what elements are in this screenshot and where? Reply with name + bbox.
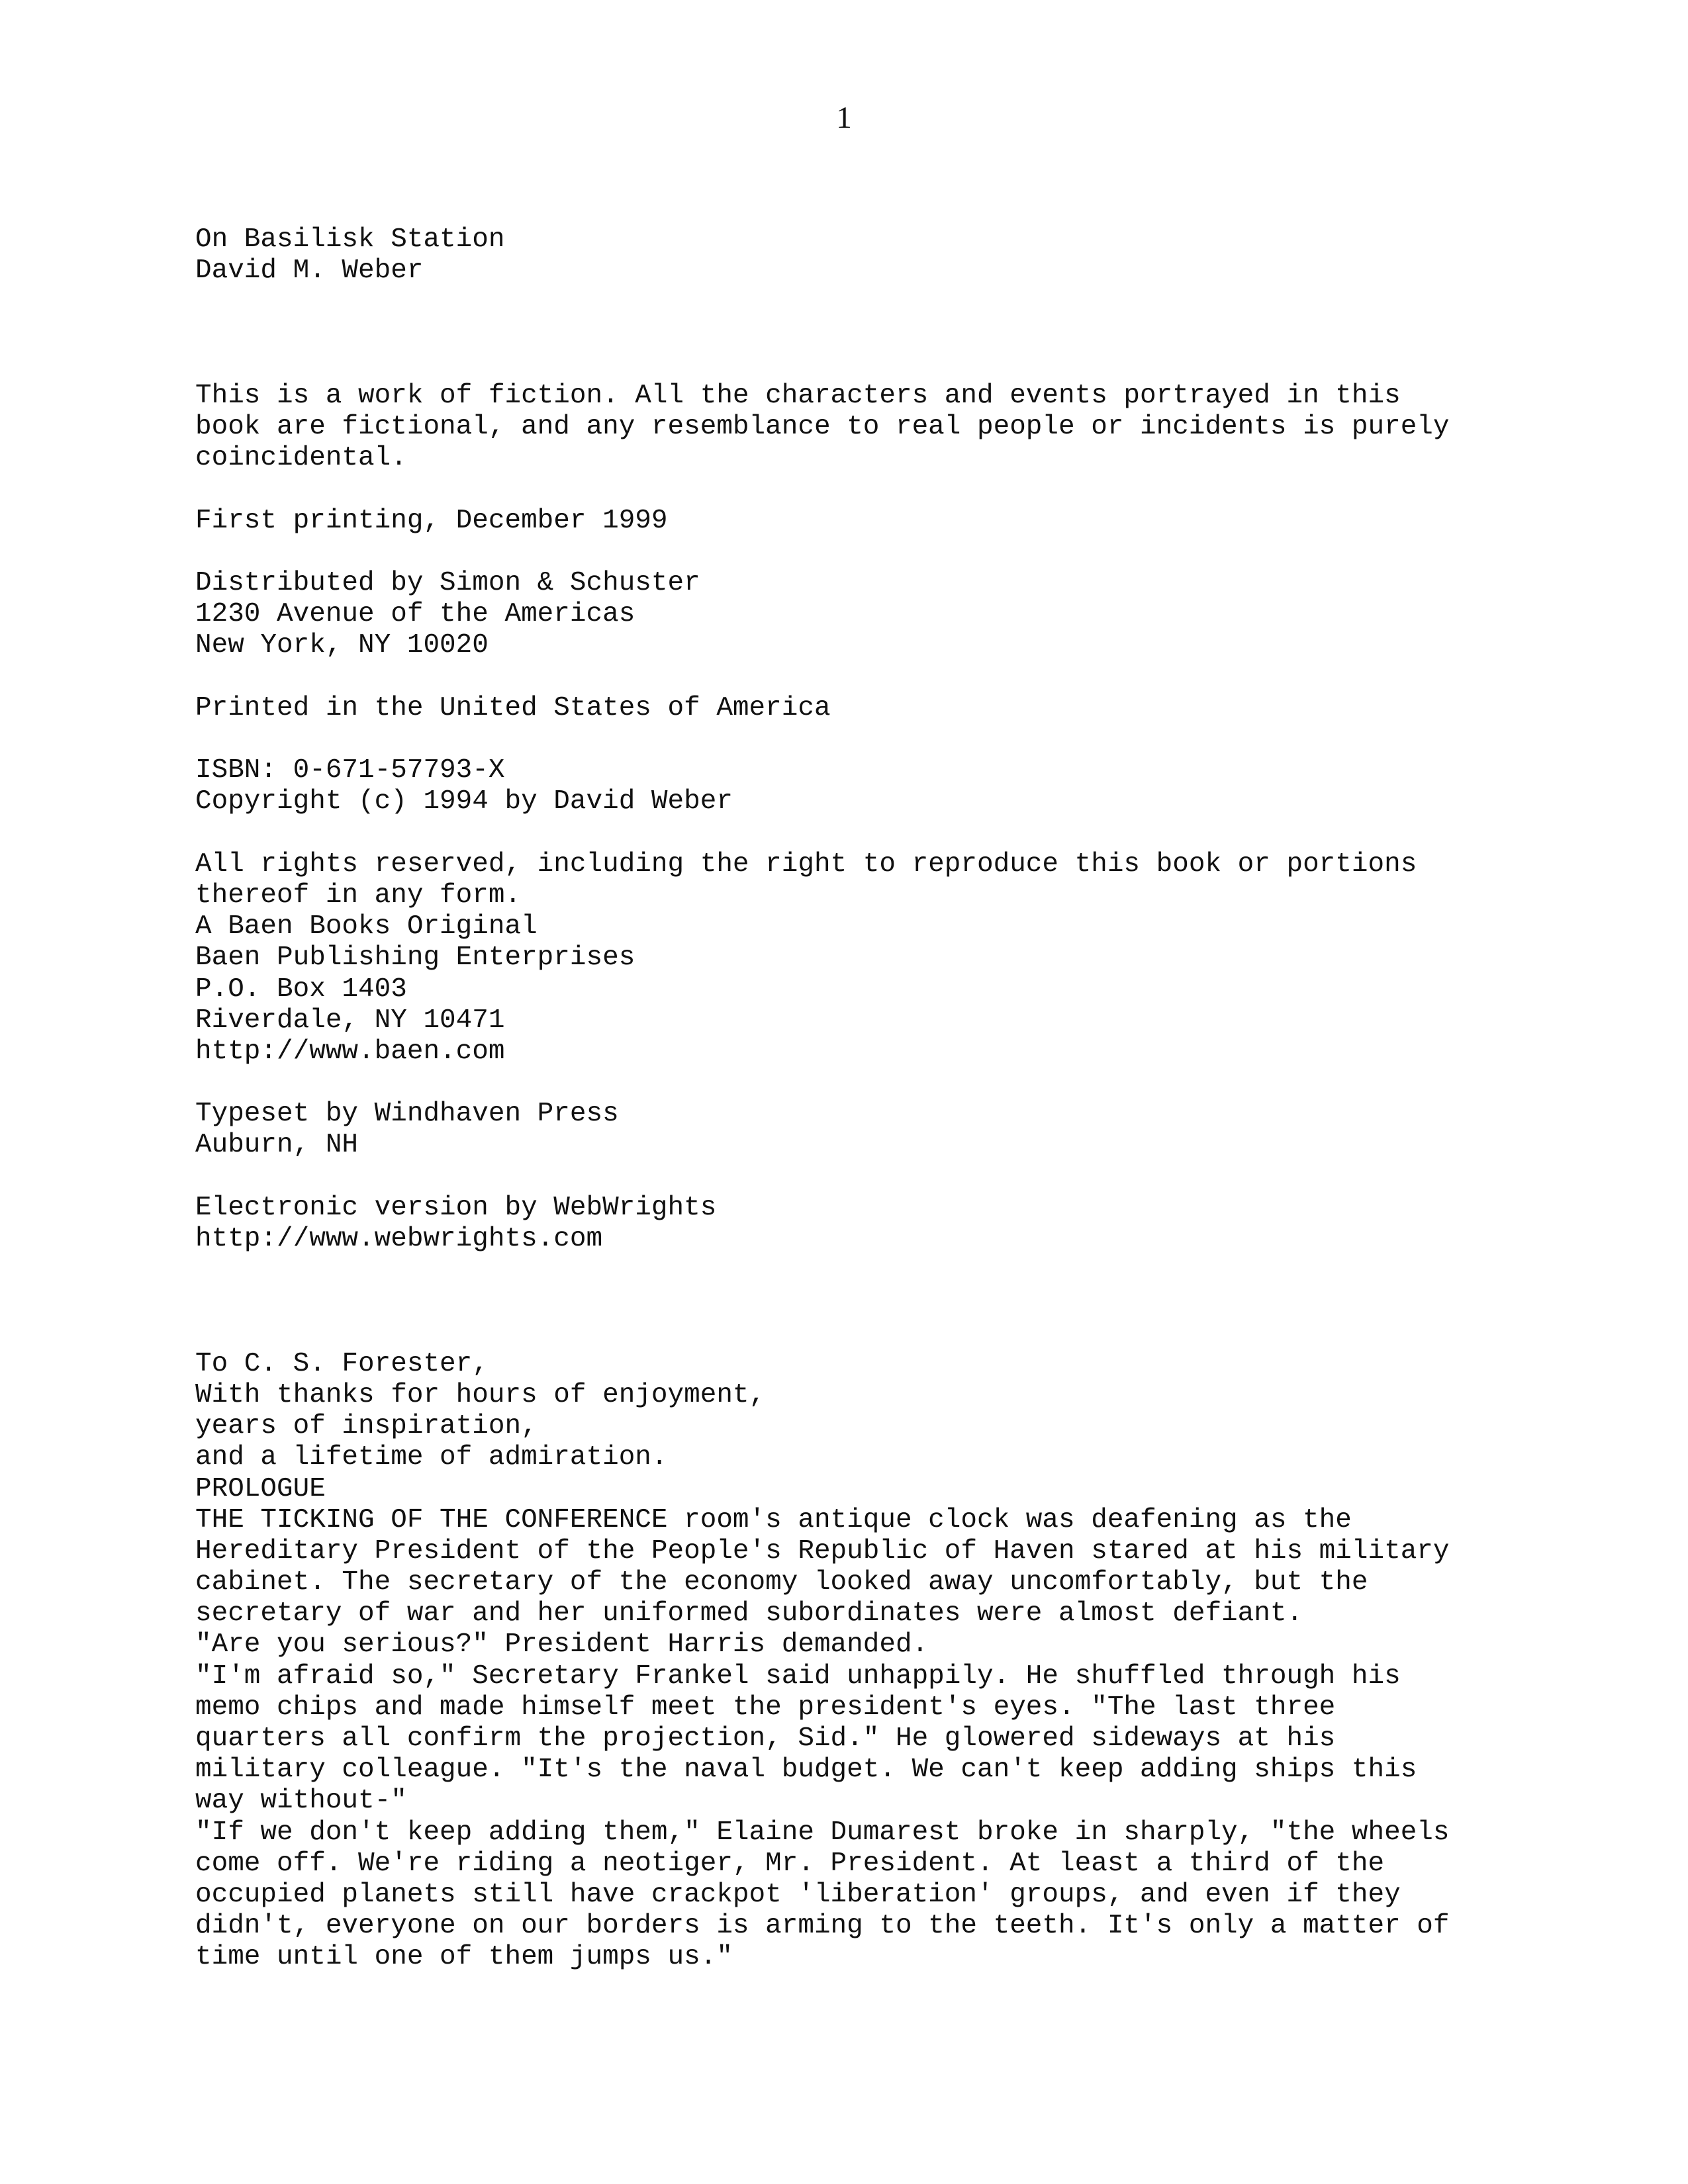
text-line: Typeset by Windhaven Press: [195, 1099, 619, 1130]
text-line: quarters all confirm the projection, Sid." He glowered sideways at his: [195, 1723, 1336, 1754]
text-line: cabinet. The secretary of the economy looked away uncomfortably, but the: [195, 1567, 1368, 1598]
page-number: 1: [836, 101, 852, 135]
text-line: didn't, everyone on our borders is arming to the teeth. It's only a matter of: [195, 1911, 1450, 1942]
text-line: "Are you serious?" President Harris demanded.: [195, 1629, 929, 1661]
blank-line: [195, 349, 1519, 381]
text-line: ISBN: 0-671-57793-X: [195, 755, 505, 786]
text-line: occupied planets still have crackpot 'liberation' groups, and even if they: [195, 1879, 1401, 1910]
text-line: Copyright (c) 1994 by David Weber: [195, 786, 733, 817]
text-line: http://www.baen.com: [195, 1036, 505, 1067]
page-text: [195, 224, 1519, 1974]
text-line: and a lifetime of admiration.: [195, 1442, 668, 1473]
blank-line: [195, 475, 1519, 506]
blank-line: [195, 1068, 1519, 1099]
text-line: Baen Publishing Enterprises: [195, 942, 635, 974]
text-line: Printed in the United States of America: [195, 692, 831, 723]
text-line: On Basilisk Station: [195, 224, 505, 255]
text-line: Hereditary President of the People's Republic of Haven stared at his military: [195, 1535, 1450, 1567]
blank-line: [195, 1286, 1519, 1317]
text-line: coincidental.: [195, 443, 407, 474]
blank-line: [195, 818, 1519, 849]
text-line: To C. S. Forester,: [195, 1348, 489, 1379]
text-line: P.O. Box 1403: [195, 974, 407, 1005]
text-line: way without-": [195, 1786, 407, 1817]
text-line: 1230 Avenue of the Americas: [195, 599, 635, 630]
blank-line: [195, 662, 1519, 693]
text-line: memo chips and made himself meet the president's eyes. "The last three: [195, 1692, 1336, 1723]
blank-line: [195, 1318, 1519, 1349]
text-line: secretary of war and her uniformed subordinates were almost defiant.: [195, 1598, 1303, 1629]
text-line: "If we don't keep adding them," Elaine Dumarest broke in sharply, "the wheels: [195, 1817, 1450, 1848]
text-line: http://www.webwrights.com: [195, 1224, 603, 1254]
text-line: David M. Weber: [195, 255, 424, 287]
text-line: All rights reserved, including the right to reproduce this book or portions: [195, 848, 1417, 880]
text-line: This is a work of fiction. All the characters and events portrayed in this: [195, 380, 1401, 411]
blank-line: [195, 1255, 1519, 1286]
text-line: time until one of them jumps us.": [195, 1942, 733, 1973]
text-line: First printing, December 1999: [195, 505, 668, 536]
blank-line: [195, 1161, 1519, 1193]
blank-line: [195, 287, 1519, 318]
text-line: years of inspiration,: [195, 1411, 538, 1442]
text-line: Distributed by Simon & Schuster: [195, 568, 700, 599]
text-line: come off. We're riding a neotiger, Mr. President. At least a third of the: [195, 1848, 1385, 1879]
text-line: THE TICKING OF THE CONFERENCE room's antique clock was deafening as the: [195, 1504, 1352, 1535]
text-line: Auburn, NH: [195, 1130, 359, 1161]
text-line: thereof in any form.: [195, 880, 522, 911]
blank-line: [195, 318, 1519, 349]
text-line: Riverdale, NY 10471: [195, 1005, 505, 1036]
blank-line: [195, 724, 1519, 755]
text-line: A Baen Books Original: [195, 911, 538, 942]
text-line: "I'm afraid so," Secretary Frankel said unhappily. He shuffled through his: [195, 1661, 1401, 1692]
text-line: Electronic version by WebWrights: [195, 1192, 717, 1223]
text-line: PROLOGUE: [195, 1473, 326, 1504]
text-line: book are fictional, and any resemblance to real people or incidents is purely: [195, 412, 1450, 443]
text-line: New York, NY 10020: [195, 630, 489, 661]
text-line: military colleague. "It's the naval budget. We can't keep adding ships this: [195, 1754, 1417, 1786]
blank-line: [195, 537, 1519, 568]
text-line: With thanks for hours of enjoyment,: [195, 1379, 766, 1410]
